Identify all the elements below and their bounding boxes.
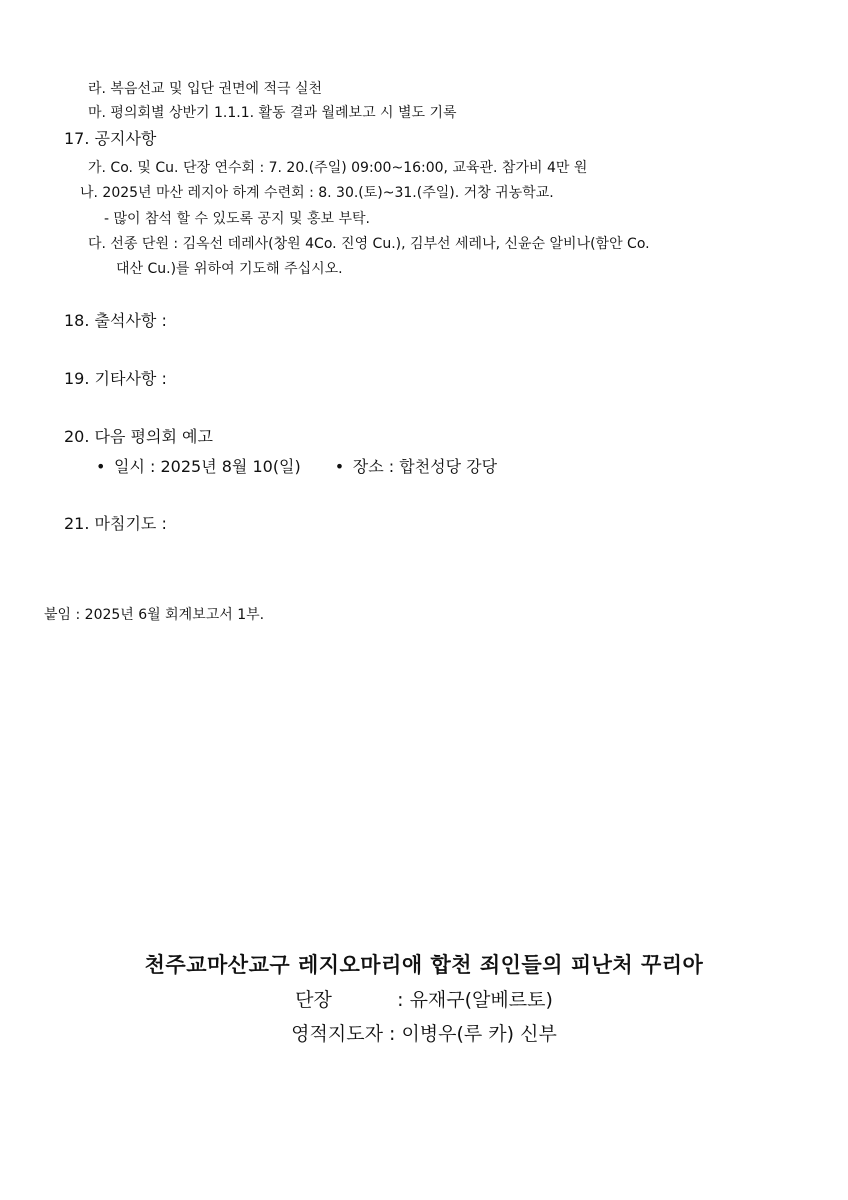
director-value: : 이병우(루 카) 신부 — [389, 1023, 557, 1045]
leader-label: 단장 — [295, 989, 332, 1011]
next-meeting-place: 장소 : 합천성당 강당 — [352, 457, 498, 476]
bullet-icon: • — [96, 457, 106, 476]
notice-item-na: 나. 2025년 마산 레지아 하계 수련회 : 8. 30.(토)~31.(주일). 거창 귀농학교. — [80, 185, 554, 201]
next-meeting-row — [96, 457, 497, 477]
section-20-heading: 20. 다음 평의회 예고 — [64, 427, 213, 446]
leader-line — [0, 987, 848, 1013]
item-ma: 마. 평의회별 상반기 1.1.1. 활동 결과 월례보고 시 별도 기록 — [88, 105, 457, 121]
item-ra: 라. 복음선교 및 입단 권면에 적극 실천 — [88, 81, 323, 97]
notice-item-na-sub: - 많이 참석 할 수 있도록 공지 및 홍보 부탁. — [104, 211, 370, 227]
attachment-note: 붙임 : 2025년 6월 회계보고서 1부. — [44, 607, 265, 623]
leader-value: : 유재구(알베르토) — [397, 989, 553, 1011]
section-18-heading: 18. 출석사항 : — [64, 311, 167, 330]
section-19-heading: 19. 기타사항 : — [64, 369, 167, 388]
notice-item-da-line1: 다. 선종 단원 : 김옥선 데레사(창원 4Co. 진영 Cu.), 김부선 세레나, 신윤순 알비나(함안 Co. — [88, 236, 650, 252]
bullet-icon: • — [334, 457, 345, 476]
section-17-heading: 17. 공지사항 — [64, 129, 157, 148]
organization-title: 천주교마산교구 레지오마리애 합천 죄인들의 피난처 꾸리아 — [144, 953, 704, 977]
next-meeting-date: 일시 : 2025년 8월 10(일) — [114, 457, 301, 476]
notice-item-da-line2: 대산 Cu.)를 위하여 기도해 주십시오. — [116, 261, 343, 277]
director-line — [0, 1021, 848, 1047]
section-21-heading: 21. 마침기도 : — [64, 514, 167, 533]
director-label: 영적지도자 — [291, 1023, 383, 1045]
notice-item-ga: 가. Co. 및 Cu. 단장 연수회 : 7. 20.(주일) 09:00~16:00, 교육관. 참가비 4만 원 — [88, 160, 588, 176]
